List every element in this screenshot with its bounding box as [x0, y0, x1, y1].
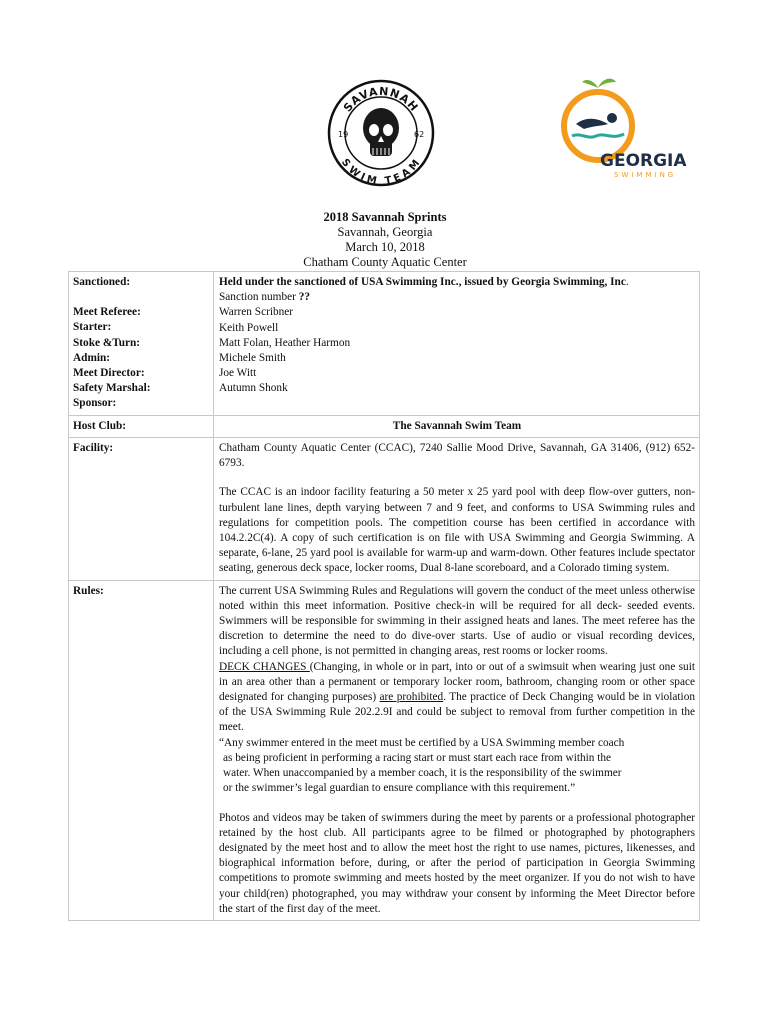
value-meet-referee: Warren Scribner — [219, 306, 294, 319]
label-meet-director: Meet Director: — [73, 367, 145, 380]
deck-changes-text: (Changing, in whole or in part, into or out of a swimsuit when wearing just one suit in an area other than a permanent or temporary locker room, bathroom, changing room or other space designated for changing purposes) — [219, 660, 695, 704]
deck-changes-prohibited: are prohibited — [379, 691, 444, 704]
sanction-text: Held under the sanctioned of USA Swimming Inc., issued by Georgia Swimming, Inc — [219, 276, 626, 288]
meet-venue: Chatham County Aquatic Center — [303, 255, 467, 269]
table-row-facility — [69, 438, 700, 581]
facility-description: The CCAC is an indoor facility featuring a 50 meter x 25 yard pool with deep flow-over gutters, non-turbulent lane lines, depth varying between 7 and 9 feet, and conforms to USA Swimming rules and regulations for competition pools. The competition course has been certified in accordance with 104.2.2C(4). A copy of such certification is on file with USA Swimming and Georgia Swimming. A separate, 6-lane, 25 yard pool is available for warm-up and warm-down. Other features include spectator seating, generous deck space, locker rooms, Dual 8-lane scoreboard, and a Colorado timing system. — [219, 486, 695, 575]
swimming-word: SWIMMING — [614, 171, 677, 179]
label-starter: Starter: — [73, 321, 112, 334]
rules-cell — [214, 580, 700, 920]
deck-changes-title: DECK CHANGES — [219, 660, 310, 673]
meet-date: March 10, 2018 — [345, 240, 425, 254]
value-meet-director: Joe Witt — [219, 367, 257, 380]
value-safety-marshal: Autumn Shonk — [219, 382, 288, 395]
georgia-swimming-logo — [558, 74, 698, 184]
meet-header — [0, 210, 770, 270]
value-admin: Michele Smith — [219, 352, 286, 365]
deck-changes-after: . The practice of Deck Changing would be in violation of the USA Swimming Rule 202.2.9I and could be subject to removal from further competition in the meet. — [219, 691, 695, 734]
georgia-word: GEORGIA — [600, 151, 687, 171]
label-sponsor: Sponsor: — [73, 397, 117, 410]
logo-year-right: 62 — [414, 130, 425, 139]
table-row-host — [69, 415, 700, 437]
meet-title: 2018 Savannah Sprints — [323, 210, 447, 224]
officials-values — [214, 272, 700, 416]
label-host-club: Host Club: — [69, 415, 214, 437]
savannah-swim-team-logo — [326, 78, 436, 188]
value-stroke-turn: Matt Folan, Heather Harmon — [219, 336, 351, 349]
value-starter: Keith Powell — [219, 321, 279, 334]
label-sanctioned: Sanctioned: — [73, 276, 131, 288]
sanction-number: ?? — [298, 291, 310, 304]
sanction-period: . — [625, 276, 629, 288]
label-admin: Admin: — [73, 351, 111, 364]
officials-labels — [69, 272, 214, 416]
sanction-line — [219, 275, 695, 290]
facility-address: Chatham County Aquatic Center (CCAC), 7240 Sallie Mood Drive, Savannah, GA 31406, (912) 652-6793. — [219, 442, 695, 470]
label-facility: Facility: — [69, 438, 214, 581]
sanction-number-line — [219, 290, 695, 305]
table-row-rules — [69, 580, 700, 920]
skull-icon — [363, 108, 399, 156]
value-host-club: The Savannah Swim Team — [214, 415, 700, 437]
quote-line: “Any swimmer entered in the meet must be certified by a USA Swimming member coach — [219, 736, 625, 749]
quote-line: water. When unaccompanied by a member coach, it is the responsibility of the swimmer — [223, 767, 622, 780]
logo-year-left: 19 — [338, 130, 349, 139]
photo-policy: Photos and videos may be taken of swimmers during the meet by parents or a professional photographer retained by the host club. All participants agree to be filmed or photographed by photographers designated by the meet host and to allow the meet host the right to use names, pictures, likenesses, and biographical information before, during, or after the period of participation in Georgia Swimming competitions to promote swimming and meets hosted by the meet organizer. If you do not wish to have your child(ren) photographed, you may withdraw your consent by informing the Meet Director before the start of the first day of the meet. — [219, 811, 695, 915]
sanction-number-label: Sanction number — [219, 291, 299, 304]
facility-cell — [214, 438, 700, 581]
label-rules: Rules: — [69, 580, 214, 920]
quote-line: as being proficient in performing a racing start or must start each race from within the — [223, 751, 612, 764]
logo-top-text: SAVANNAH — [340, 84, 421, 115]
deck-changes-paragraph — [219, 660, 695, 736]
label-safety-marshal: Safety Marshal: — [73, 382, 151, 395]
label-meet-referee: Meet Referee: — [73, 306, 141, 319]
quote-line: or the swimmer’s legal guardian to ensure compliance with this requirement.” — [223, 782, 576, 795]
label-stroke-turn: Stoke &Turn: — [73, 336, 141, 349]
svg-text:SWIM TEAM — [339, 157, 423, 187]
meet-info-table — [68, 271, 700, 921]
meet-location: Savannah, Georgia — [337, 225, 433, 239]
rules-intro: The current USA Swimming Rules and Regulations will govern the conduct of the meet unless otherwise noted within this meet information. Positive check-in will be required for all deck- seeded events. Swimmers will be responsible for swimming in their assigned heats and lanes. The meet referee has the discretion to determine the need to do dive-over starts. Use of audio or visual recording devices, including a cell phone, is not permitted in changing areas, rest rooms or locker rooms. — [219, 584, 695, 658]
logo-bottom-text: SWIM TEAM — [339, 157, 423, 188]
table-row-officials — [69, 272, 700, 416]
